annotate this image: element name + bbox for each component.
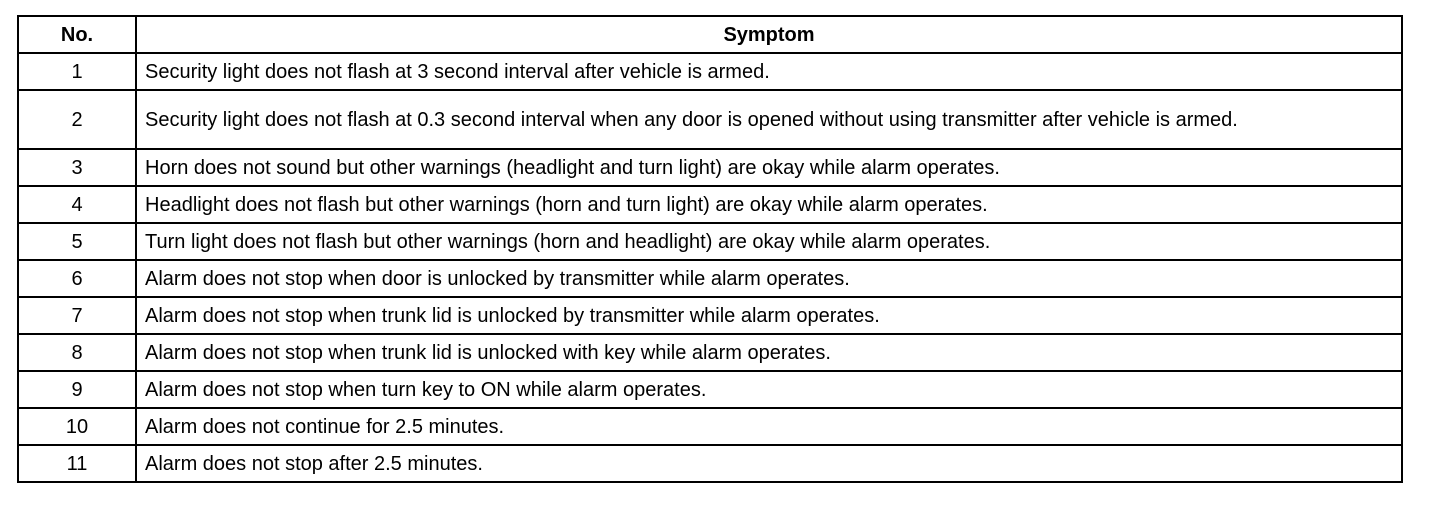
row-symptom: Security light does not flash at 0.3 second interval when any door is opened without using transmitter after vehicle is armed. — [136, 90, 1402, 149]
table-row — [18, 371, 1402, 408]
table-row — [18, 297, 1402, 334]
table-row — [18, 90, 1402, 149]
header-no: No. — [18, 16, 136, 53]
row-symptom: Horn does not sound but other warnings (headlight and turn light) are okay while alarm operates. — [136, 149, 1402, 186]
row-number: 6 — [18, 260, 136, 297]
table-row — [18, 186, 1402, 223]
row-symptom: Alarm does not stop when turn key to ON while alarm operates. — [136, 371, 1402, 408]
header-symptom: Symptom — [136, 16, 1402, 53]
row-symptom: Alarm does not stop when door is unlocked by transmitter while alarm operates. — [136, 260, 1402, 297]
row-number: 7 — [18, 297, 136, 334]
row-symptom: Alarm does not stop when trunk lid is unlocked by transmitter while alarm operates. — [136, 297, 1402, 334]
row-symptom: Turn light does not flash but other warnings (horn and headlight) are okay while alarm operates. — [136, 223, 1402, 260]
row-number: 8 — [18, 334, 136, 371]
symptom-table — [17, 15, 1403, 483]
table-row — [18, 445, 1402, 482]
row-symptom: Security light does not flash at 3 second interval after vehicle is armed. — [136, 53, 1402, 90]
row-number: 4 — [18, 186, 136, 223]
row-number: 2 — [18, 90, 136, 149]
row-number: 5 — [18, 223, 136, 260]
row-symptom: Headlight does not flash but other warnings (horn and turn light) are okay while alarm operates. — [136, 186, 1402, 223]
row-symptom: Alarm does not continue for 2.5 minutes. — [136, 408, 1402, 445]
row-number: 1 — [18, 53, 136, 90]
row-number: 3 — [18, 149, 136, 186]
row-number: 10 — [18, 408, 136, 445]
table-row — [18, 53, 1402, 90]
row-symptom: Alarm does not stop after 2.5 minutes. — [136, 445, 1402, 482]
table-row — [18, 223, 1402, 260]
symptom-table-container — [17, 15, 1403, 483]
table-row — [18, 149, 1402, 186]
row-number: 9 — [18, 371, 136, 408]
table-row — [18, 408, 1402, 445]
table-row — [18, 260, 1402, 297]
row-symptom: Alarm does not stop when trunk lid is unlocked with key while alarm operates. — [136, 334, 1402, 371]
table-header-row — [18, 16, 1402, 53]
row-number: 11 — [18, 445, 136, 482]
table-row — [18, 334, 1402, 371]
